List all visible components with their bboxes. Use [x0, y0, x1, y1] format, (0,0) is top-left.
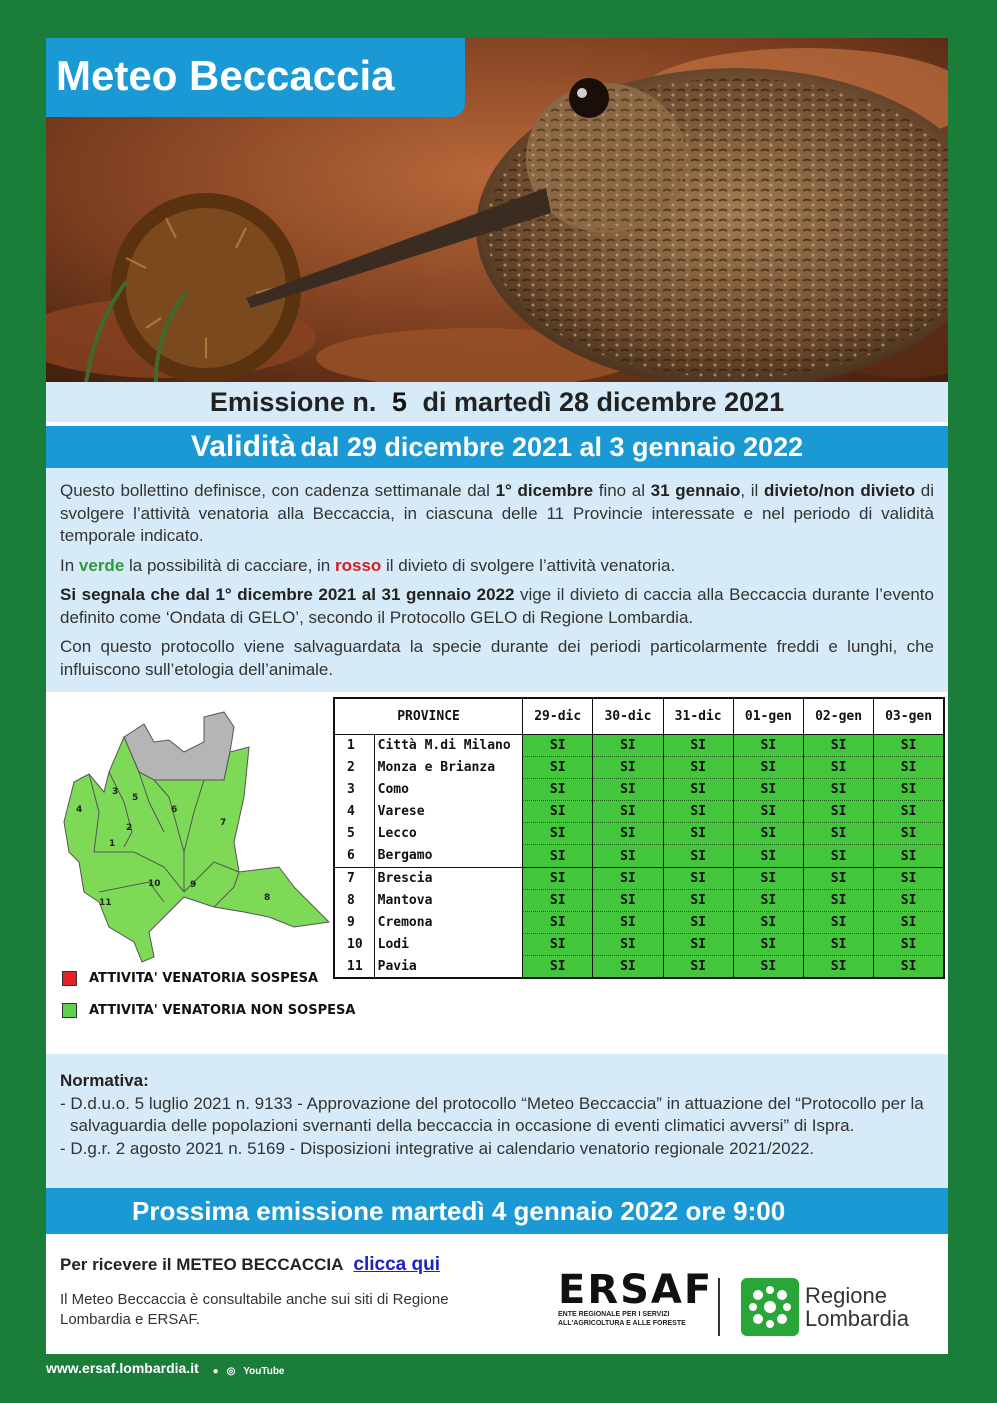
status-cell: SI	[803, 823, 873, 845]
header-date: 30-dic	[593, 698, 663, 734]
status-cell: SI	[593, 734, 663, 756]
status-cell: SI	[523, 756, 593, 778]
regione-lombardia-logo	[741, 1278, 909, 1341]
validity-banner	[46, 426, 948, 468]
receive-line	[60, 1254, 440, 1276]
status-cell: SI	[663, 756, 733, 778]
status-cell: SI	[593, 823, 663, 845]
table-row	[334, 756, 944, 778]
status-cell: SI	[874, 956, 944, 978]
status-cell: SI	[803, 956, 873, 978]
status-cell: SI	[663, 867, 733, 889]
province-name: Cremona	[374, 912, 522, 934]
province-name: Como	[374, 778, 522, 800]
status-cell: SI	[803, 734, 873, 756]
status-cell: SI	[803, 801, 873, 823]
status-cell: SI	[803, 845, 873, 867]
status-cell: SI	[733, 889, 803, 911]
status-cell: SI	[523, 912, 593, 934]
map-region-gray	[124, 712, 234, 780]
province-number: 9	[347, 915, 355, 931]
validity-range: dal 29 dicembre 2021 al 3 gennaio 2022	[300, 432, 804, 462]
intro-paragraph-4: Con questo protocollo viene salvaguardata la specie durante dei periodi particolarmente freddi e lunghi, che influiscono sull’etologia dell’animale.	[60, 637, 934, 679]
intro-bold: 1° dicembre	[495, 481, 594, 500]
header-province: PROVINCE	[334, 698, 523, 734]
header-date: 01-gen	[733, 698, 803, 734]
ersaf-logo-word: ERSAF	[558, 1267, 714, 1313]
status-cell: SI	[593, 956, 663, 978]
province-table	[333, 697, 945, 979]
status-cell: SI	[733, 867, 803, 889]
table-row	[334, 823, 944, 845]
header-date: 31-dic	[663, 698, 733, 734]
next-emission-banner: Prossima emissione martedì 4 gennaio 2022 ore 9:00	[46, 1188, 948, 1234]
province-number: 7	[334, 867, 374, 889]
intro-section	[46, 468, 948, 692]
status-cell: SI	[874, 756, 944, 778]
regione-line-2: Lombardia	[805, 1306, 909, 1331]
province-name: Città M.di Milano	[374, 734, 522, 756]
status-cell: SI	[523, 845, 593, 867]
status-cell: SI	[523, 778, 593, 800]
status-cell: SI	[523, 934, 593, 956]
table-body	[334, 734, 944, 978]
legend-green-swatch	[62, 1003, 77, 1018]
legend-non-sospesa-label: ATTIVITA' VENATORIA NON SOSPESA	[89, 1003, 356, 1018]
status-cell: SI	[803, 867, 873, 889]
intro-text: la possibilità di cacciare, in	[124, 555, 335, 575]
status-cell: SI	[803, 934, 873, 956]
province-name: Lecco	[374, 823, 522, 845]
status-cell: SI	[803, 889, 873, 911]
intro-text: In	[60, 555, 79, 575]
status-cell: SI	[733, 956, 803, 978]
status-cell: SI	[874, 912, 944, 934]
emission-di: di	[422, 387, 447, 417]
status-cell: SI	[523, 889, 593, 911]
normativa-section	[46, 1054, 948, 1188]
status-cell: SI	[663, 778, 733, 800]
map-label-11: 11	[99, 898, 112, 908]
normativa-title: Normativa:	[60, 1071, 149, 1090]
province-number: 2	[347, 759, 355, 775]
map-label-2: 2	[126, 823, 133, 833]
header-date: 29-dic	[523, 698, 593, 734]
province-number: 3	[347, 781, 355, 797]
map-label-6: 6	[171, 805, 178, 815]
intro-text: Questo bollettino definisce, con cadenza settimanale dal	[60, 481, 496, 500]
logo-divider	[718, 1278, 720, 1336]
facebook-icon[interactable]: ●	[212, 1366, 219, 1378]
status-cell: SI	[733, 801, 803, 823]
emission-label: Emissione n.	[209, 387, 377, 417]
status-cell: SI	[593, 934, 663, 956]
status-cell: SI	[663, 956, 733, 978]
status-cell: SI	[663, 801, 733, 823]
status-cell: SI	[593, 778, 663, 800]
intro-text: fino al	[593, 481, 651, 500]
instagram-icon[interactable]: ◎	[226, 1366, 236, 1378]
status-cell: SI	[874, 867, 944, 889]
intro-bold: 31 gennaio	[650, 481, 741, 500]
regione-text	[805, 1284, 909, 1330]
status-cell: SI	[593, 889, 663, 911]
rose-camuna-icon	[741, 1278, 799, 1336]
status-cell: SI	[874, 845, 944, 867]
page-title: Meteo Beccaccia	[46, 38, 465, 117]
receive-label: Per ricevere il METEO BECCACCIA	[60, 1255, 344, 1274]
province-name: Monza e Brianza	[374, 756, 522, 778]
intro-paragraph-2	[60, 555, 934, 578]
province-name: Brescia	[374, 867, 522, 889]
map-label-8: 8	[264, 893, 271, 903]
map-label-7: 7	[220, 818, 227, 828]
status-cell: SI	[803, 778, 873, 800]
validity-label: Validità	[190, 430, 296, 463]
status-cell: SI	[523, 801, 593, 823]
emission-line	[46, 382, 948, 422]
red-word: rosso	[335, 555, 382, 575]
normativa-item: - D.d.u.o. 5 luglio 2021 n. 9133 - Approvazione del protocollo “Meteo Beccaccia” in attuazione del “Protocollo per la salvaguardia delle popolazioni svernanti della beccaccia in occasione di eventi climatici avversi” di Ispra.	[60, 1093, 924, 1135]
map-label-5: 5	[132, 793, 139, 803]
status-cell: SI	[663, 934, 733, 956]
status-cell: SI	[663, 823, 733, 845]
status-cell: SI	[874, 889, 944, 911]
status-cell: SI	[733, 823, 803, 845]
status-cell: SI	[523, 734, 593, 756]
intro-text: il divieto di svolgere l’attività venatoria.	[381, 555, 676, 575]
emission-number: 5	[391, 387, 407, 417]
status-cell: SI	[733, 912, 803, 934]
status-cell: SI	[523, 956, 593, 978]
bottom-bar	[46, 1360, 289, 1377]
table-header-row	[334, 698, 944, 734]
status-cell: SI	[593, 845, 663, 867]
legend-sospesa-label: ATTIVITA' VENATORIA SOSPESA	[89, 971, 319, 986]
status-cell: SI	[874, 823, 944, 845]
status-cell: SI	[593, 912, 663, 934]
status-cell: SI	[663, 912, 733, 934]
emission-date: martedì 28 dicembre 2021	[453, 387, 785, 417]
province-name: Bergamo	[374, 845, 522, 867]
intro-text: di svolgere l’attività venatoria alla Beccaccia, in ciascuna delle 11 Provincie interessate e nel periodo di validità temporale indicato.	[60, 481, 934, 545]
province-name: Lodi	[374, 934, 522, 956]
status-cell: SI	[523, 823, 593, 845]
status-cell: SI	[733, 756, 803, 778]
green-word: verde	[78, 555, 125, 575]
table-row	[334, 889, 944, 911]
province-name: Varese	[374, 801, 522, 823]
youtube-icon[interactable]: YouTube	[243, 1366, 285, 1378]
status-cell: SI	[523, 867, 593, 889]
status-cell: SI	[733, 934, 803, 956]
province-number: 10	[347, 937, 363, 953]
intro-paragraph-1	[60, 480, 934, 548]
province-number: 5	[347, 826, 355, 842]
map-label-3: 3	[112, 787, 119, 797]
ersaf-logo-sub2: ALL'AGRICOLTURA E ALLE FORESTE	[558, 1320, 686, 1327]
table-row	[334, 912, 944, 934]
consult-text: Il Meteo Beccaccia è consultabile anche sui siti di Regione Lombardia e ERSAF.	[60, 1291, 449, 1328]
header-date: 02-gen	[803, 698, 873, 734]
province-number: 6	[347, 848, 355, 864]
normativa-item: - D.g.r. 2 agosto 2021 n. 5169 - Disposizioni integrative ai calendario venatorio regionale 2021/2022.	[60, 1138, 815, 1158]
province-number: 4	[347, 804, 355, 820]
lombardy-map	[54, 702, 336, 972]
table-row	[334, 867, 944, 889]
footer	[46, 1234, 948, 1354]
table-row	[334, 734, 944, 756]
status-cell: SI	[803, 912, 873, 934]
status-cell: SI	[803, 756, 873, 778]
table-row	[334, 801, 944, 823]
social-icons	[213, 1361, 289, 1377]
map-table-section	[46, 692, 948, 1054]
header-date: 03-gen	[874, 698, 944, 734]
status-cell: SI	[874, 734, 944, 756]
hero-image	[46, 38, 948, 382]
status-cell: SI	[733, 778, 803, 800]
table-row	[334, 956, 944, 978]
status-cell: SI	[593, 756, 663, 778]
status-cell: SI	[663, 889, 733, 911]
subscribe-link[interactable]: clicca qui	[353, 1254, 441, 1275]
province-name: Pavia	[374, 956, 522, 978]
province-name: Mantova	[374, 889, 522, 911]
table-row	[334, 845, 944, 867]
map-label-4: 4	[76, 805, 83, 815]
status-cell: SI	[663, 845, 733, 867]
bulletin-page	[46, 38, 948, 1354]
regione-line-1: Regione	[805, 1283, 887, 1308]
province-number: 8	[347, 892, 355, 908]
legend-red-swatch	[62, 971, 77, 986]
province-number: 11	[347, 958, 363, 974]
map-label-1: 1	[109, 839, 116, 849]
status-cell: SI	[593, 867, 663, 889]
status-cell: SI	[663, 734, 733, 756]
map-label-9: 9	[190, 880, 197, 890]
ersaf-logo	[558, 1267, 714, 1328]
intro-text: , il	[740, 481, 764, 500]
map-label-10: 10	[148, 879, 161, 889]
status-cell: SI	[593, 801, 663, 823]
status-cell: SI	[733, 734, 803, 756]
ersaf-logo-sub1: ENTE REGIONALE PER I SERVIZI	[558, 1311, 670, 1318]
status-cell: SI	[874, 934, 944, 956]
status-cell: SI	[874, 778, 944, 800]
status-cell: SI	[733, 845, 803, 867]
province-number: 1	[334, 734, 374, 756]
intro-paragraph-3	[60, 584, 934, 629]
intro-bold: Si segnala che dal 1° dicembre 2021 al 31 gennaio 2022	[60, 585, 515, 604]
intro-text: vige il divieto di caccia alla Beccaccia durante l’evento definito come ‘Ondata di GELO’, secondo il Protocollo GELO di Regione Lombardia.	[60, 585, 934, 627]
legend-non-sospesa	[62, 1003, 355, 1018]
table-row	[334, 934, 944, 956]
site-url[interactable]: www.ersaf.lombardia.it	[46, 1360, 199, 1376]
legend-sospesa	[62, 971, 318, 986]
status-cell: SI	[874, 801, 944, 823]
table-row	[334, 778, 944, 800]
intro-bold: divieto/non divieto	[764, 481, 916, 500]
